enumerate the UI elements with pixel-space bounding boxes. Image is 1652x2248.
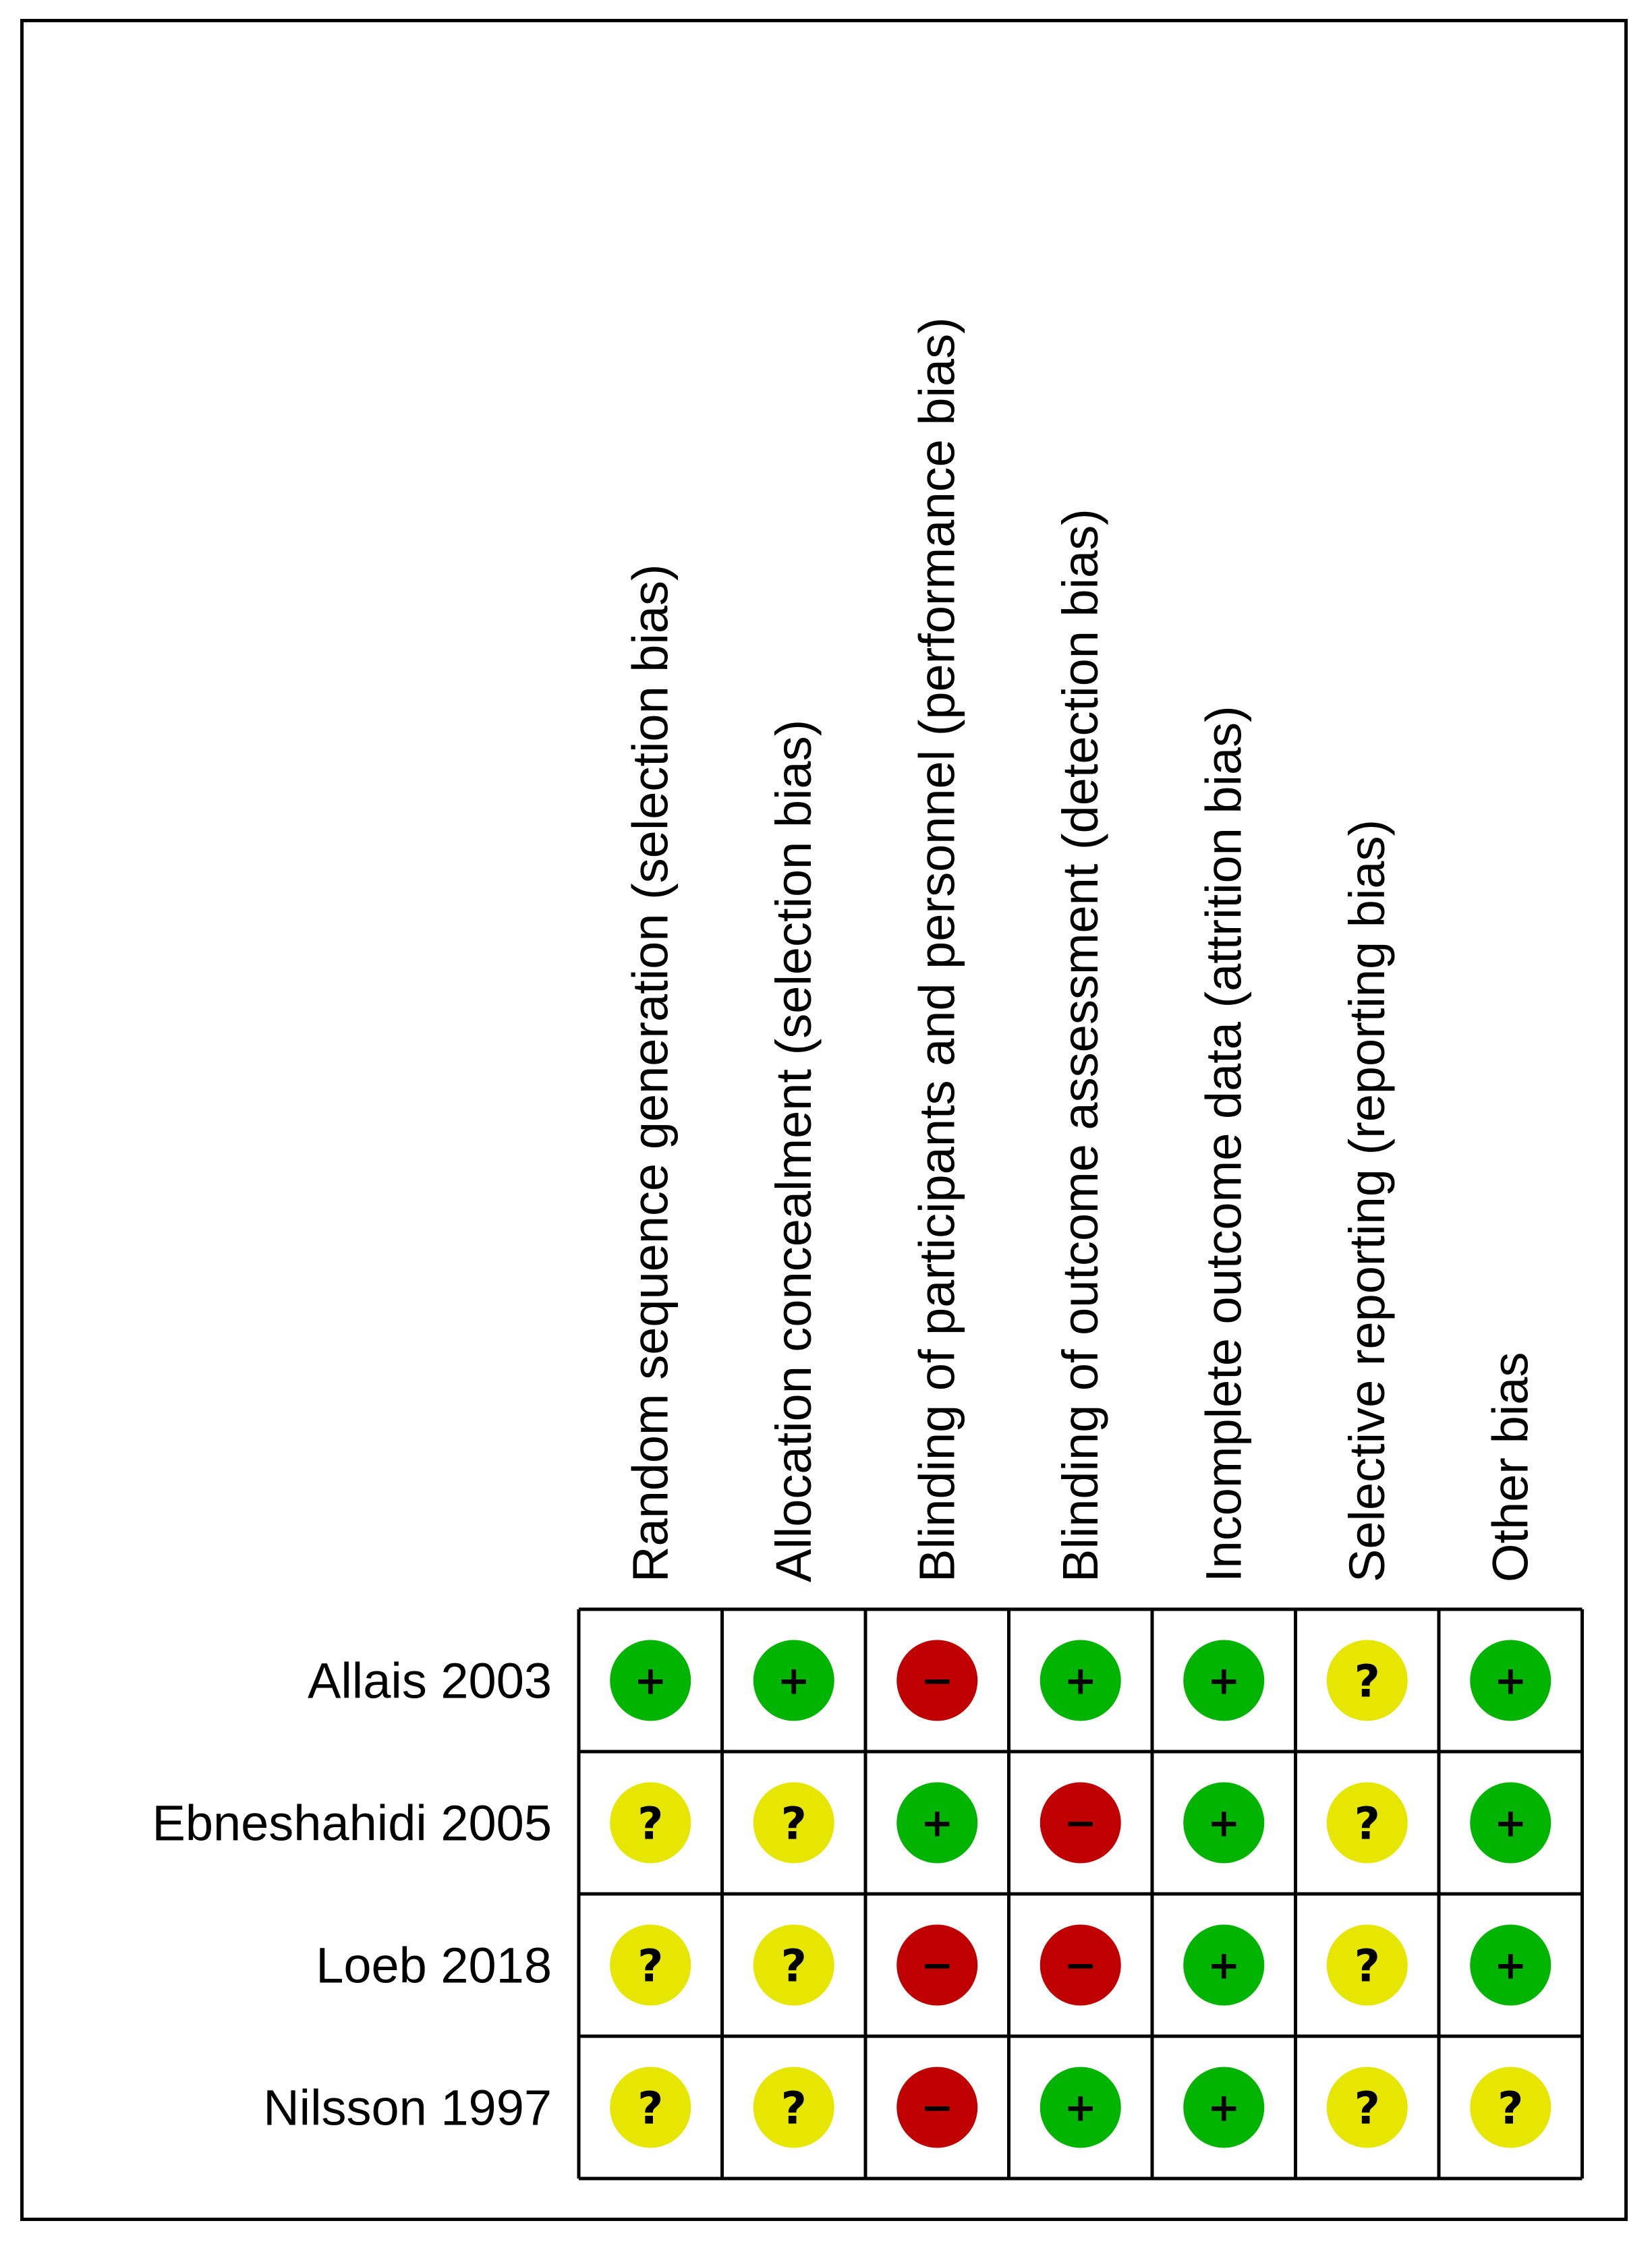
risk-symbol: ? (637, 2082, 664, 2135)
risk-symbol: + (1207, 1799, 1241, 1846)
risk-symbol: + (633, 1657, 667, 1704)
risk-symbol: + (1207, 1657, 1241, 1704)
risk-symbol: ? (1354, 2082, 1380, 2135)
risk-symbol: ? (637, 1940, 664, 1992)
study-label: Loeb 2018 (316, 1937, 552, 1994)
risk-symbol: − (1064, 1942, 1098, 1988)
risk-symbol: ? (1354, 1797, 1380, 1850)
risk-symbol: + (1493, 1942, 1527, 1988)
risk-symbol: − (920, 1657, 954, 1704)
risk-symbol: ? (1354, 1940, 1380, 1992)
risk-symbol: + (1493, 1799, 1527, 1846)
risk-symbol: − (1064, 1799, 1098, 1846)
domain-label: Incomplete outcome data (attrition bias) (1195, 705, 1252, 1582)
risk-symbol: + (1207, 2084, 1241, 2131)
risk-symbol: ? (637, 1797, 664, 1850)
risk-symbol: − (920, 2084, 954, 2131)
risk-symbol: ? (1498, 2082, 1524, 2135)
risk-of-bias-chart (24, 22, 1631, 2224)
risk-symbol: ? (780, 1940, 807, 1992)
risk-symbol: + (777, 1657, 811, 1704)
risk-symbol: + (920, 1799, 954, 1846)
risk-symbol: + (1207, 1942, 1241, 1988)
domain-label: Blinding of outcome assessment (detection bias) (1052, 509, 1108, 1582)
risk-symbol: − (920, 1942, 954, 1988)
domain-label: Random sequence generation (selection bias) (622, 564, 679, 1582)
risk-symbol: + (1064, 2084, 1098, 2131)
domain-label: Other bias (1482, 1352, 1539, 1582)
risk-symbol: ? (780, 2082, 807, 2135)
risk-symbol: + (1493, 1657, 1527, 1704)
study-label: Ebneshahidi 2005 (152, 1795, 552, 1851)
risk-symbol: + (1064, 1657, 1098, 1704)
figure-frame (20, 19, 1628, 2221)
study-label: Nilsson 1997 (263, 2079, 552, 2136)
domain-label: Allocation concealment (selection bias) (765, 719, 822, 1582)
study-label: Allais 2003 (307, 1652, 552, 1709)
domain-label: Selective reporting (reporting bias) (1338, 819, 1395, 1582)
risk-symbol: ? (780, 1797, 807, 1850)
domain-label: Blinding of participants and personnel (performance bias) (909, 317, 965, 1582)
risk-symbol: ? (1354, 1655, 1380, 1708)
